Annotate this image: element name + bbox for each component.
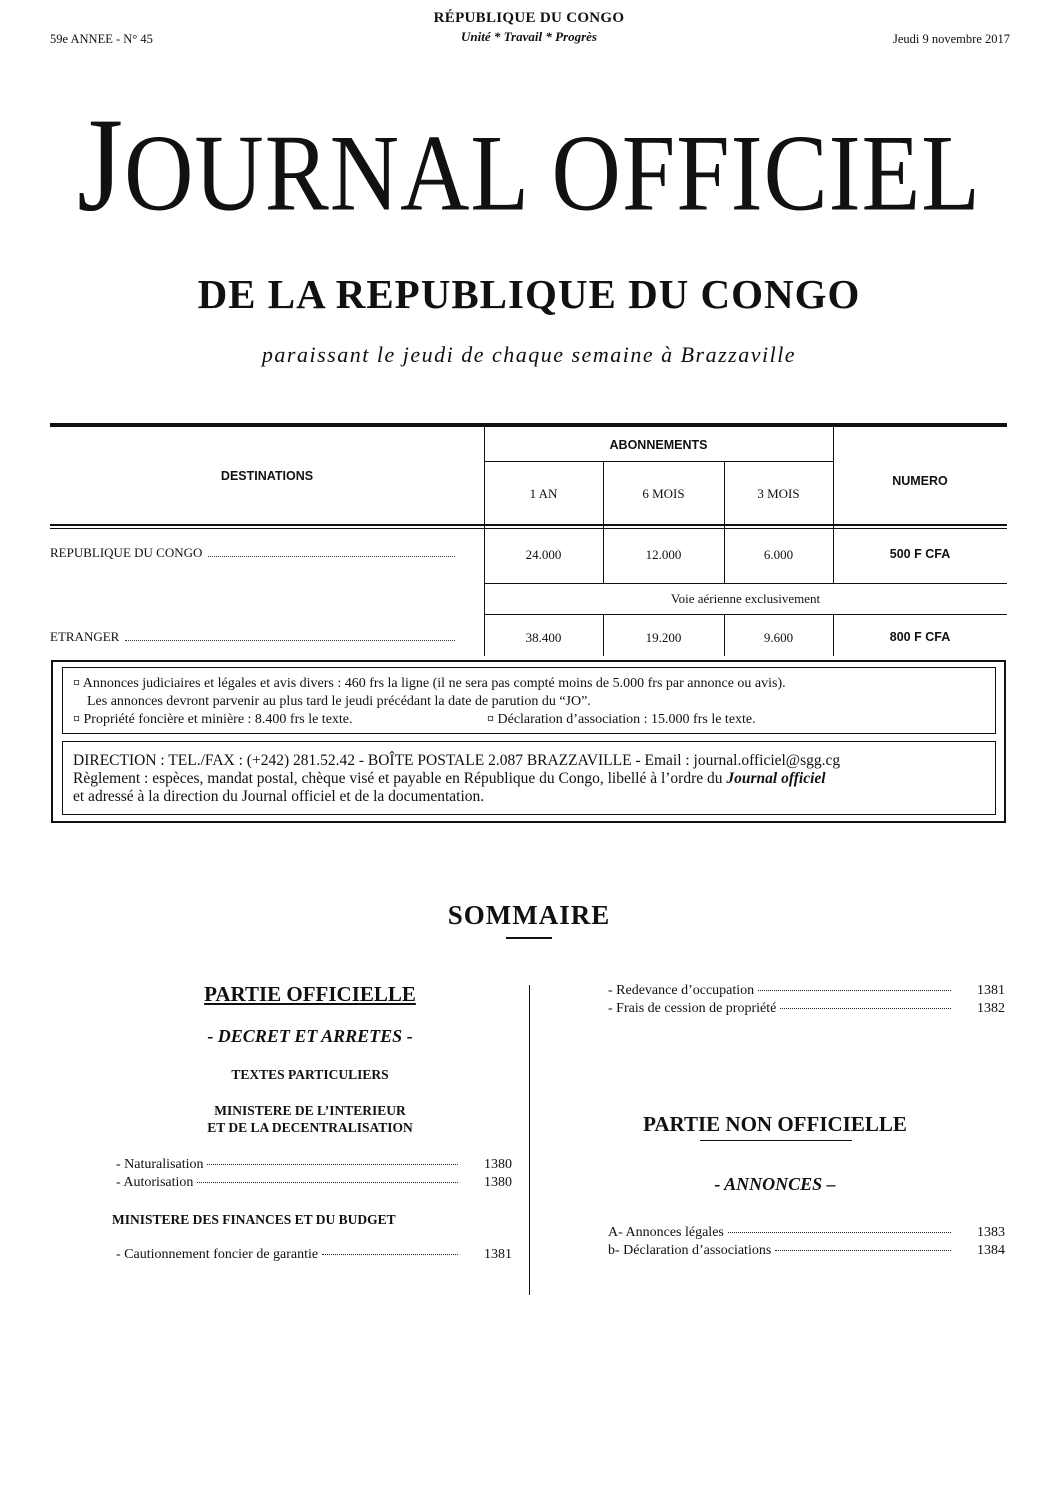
toc-page: 1382 (977, 1001, 1005, 1016)
national-motto: Unité * Travail * Progrès (460, 29, 597, 44)
col-3mois: 3 MOIS (757, 486, 800, 501)
toc-label: - Redevance d’occupation (608, 983, 755, 998)
col-rule-1 (484, 427, 485, 656)
dot-leader (207, 1164, 458, 1165)
toc-page: 1384 (977, 1243, 1005, 1258)
toc-entry[interactable] (608, 1225, 1005, 1241)
cell-6mois: 12.000 (645, 547, 682, 562)
reglement-text: Règlement : espèces, mandat postal, chèque visé et payable en République du Congo, libellé à l’ordre du (73, 770, 727, 787)
rate-deadline: Les annonces devront parvenir au plus tard le jeudi précédant la date de parution du “JO”. (87, 694, 591, 709)
voie-bottom-rule (484, 614, 1007, 615)
reglement-journal: Journal officiel (726, 770, 826, 787)
issue-number: 59e ANNEE - N° 45 (50, 32, 153, 46)
abonnements-rule (484, 461, 833, 462)
toc-page: 1380 (484, 1175, 512, 1190)
direction-contact: DIRECTION : TEL./FAX : (+242) 281.52.42 - BOÎTE POSTALE 2.087 BRAZZAVILLE - Email : journal.officiel@sgg.cg (73, 752, 841, 769)
ministry-finances: MINISTERE DES FINANCES ET DU BUDGET (112, 1212, 396, 1227)
toc-label: - Frais de cession de propriété (608, 1001, 777, 1016)
toc-label: b- Déclaration d’associations (608, 1243, 772, 1258)
dot-leader (775, 1250, 951, 1251)
cell-3mois: 6.000 (763, 547, 794, 562)
toc-entry[interactable] (116, 1247, 512, 1263)
partie-non-officielle-underline (700, 1140, 852, 1141)
partie-officielle: PARTIE OFFICIELLE (204, 982, 416, 1006)
journal-title (0, 90, 1058, 240)
title-initial: J (77, 90, 125, 240)
col-rule-2 (603, 461, 604, 584)
partie-officielle-heading (110, 982, 510, 1007)
section-annonces: - ANNONCES – (714, 1174, 836, 1194)
toc-page: 1383 (977, 1225, 1005, 1240)
table-row-dest (50, 629, 455, 645)
toc-entry[interactable] (116, 1157, 512, 1173)
col-6mois: 6 MOIS (642, 486, 685, 501)
toc-page: 1380 (484, 1157, 512, 1172)
rates-box (62, 667, 996, 734)
column-divider (529, 985, 530, 1295)
cell-3mois: 9.600 (763, 630, 794, 645)
ministry-interieur-l2: ET DE LA DECENTRALISATION (207, 1120, 413, 1135)
toc-entry[interactable] (608, 983, 1005, 999)
cell-6mois: 19.200 (645, 630, 682, 645)
rate-association: ¤ Déclaration d’association : 15.000 frs le texte. (487, 712, 756, 727)
ministry-interieur-l1: MINISTERE DE L’INTERIEUR (214, 1103, 406, 1118)
republic-title: RÉPUBLIQUE DU CONGO (433, 10, 625, 26)
toc-page: 1381 (484, 1247, 512, 1262)
dot-leader (322, 1254, 458, 1255)
toc-entry[interactable] (608, 1243, 1005, 1259)
textes-particuliers: TEXTES PARTICULIERS (231, 1067, 389, 1082)
reglement-line-2: et adressé à la direction du Journal officiel et de la documentation. (73, 788, 485, 805)
table-top-rule (50, 423, 1007, 427)
journal-tagline: paraissant le jeudi de chaque semaine à Brazzaville (261, 342, 797, 367)
rate-propriete: ¤ Propriété foncière et minière : 8.400 frs le texte. (73, 712, 353, 727)
sommaire-underline (506, 937, 552, 939)
reglement-line (73, 770, 826, 788)
partie-non-officielle-heading (560, 1112, 990, 1137)
toc-label: - Cautionnement foncier de garantie (116, 1247, 319, 1262)
destinations-header: DESTINATIONS (220, 469, 314, 483)
sommaire-title: SOMMAIRE (447, 900, 611, 930)
partie-non-officielle: PARTIE NON OFFICIELLE (643, 1112, 907, 1136)
col-rule-3 (724, 461, 725, 584)
dest-label: ETRANGER (50, 629, 120, 644)
cell-numero: 800 F CFA (889, 630, 951, 644)
voie-top-rule (484, 583, 1007, 584)
toc-entry[interactable] (608, 1001, 1005, 1017)
cell-1an: 38.400 (525, 630, 562, 645)
dot-leader (758, 990, 951, 991)
direction-box (62, 741, 996, 815)
dot-leader (208, 556, 455, 557)
dot-leader (197, 1182, 458, 1183)
table-header-rule-2 (50, 528, 1007, 529)
voie-note: Voie aérienne exclusivement (670, 591, 821, 606)
dest-label: REPUBLIQUE DU CONGO (50, 545, 203, 560)
issue-date: Jeudi 9 novembre 2017 (893, 32, 1010, 46)
dot-leader (125, 640, 455, 641)
numero-header: NUMERO (892, 474, 948, 488)
dot-leader (780, 1008, 951, 1009)
cell-1an: 24.000 (525, 547, 562, 562)
rate-annonces: ¤ Annonces judiciaires et légales et avis divers : 460 frs la ligne (il ne sera pas compté moins de 5.000 frs par annonce ou avis). (73, 676, 786, 691)
toc-label: - Autorisation (116, 1175, 194, 1190)
col-1an: 1 AN (529, 486, 558, 501)
cell-numero: 500 F CFA (889, 547, 951, 561)
journal-subtitle: DE LA REPUBLIQUE DU CONGO (197, 271, 861, 317)
dot-leader (728, 1232, 951, 1233)
title-rest: OURNAL OFFICIEL (124, 111, 981, 234)
abonnements-header: ABONNEMENTS (609, 438, 708, 452)
ministry-interieur (110, 1102, 510, 1136)
section-decret: - DECRET ET ARRETES - (207, 1026, 413, 1046)
toc-label: A- Annonces légales (608, 1225, 724, 1240)
toc-label: - Naturalisation (116, 1157, 204, 1172)
table-header-rule (50, 524, 1007, 526)
toc-entry[interactable] (116, 1175, 512, 1191)
table-row-dest (50, 545, 455, 561)
toc-page: 1381 (977, 983, 1005, 998)
